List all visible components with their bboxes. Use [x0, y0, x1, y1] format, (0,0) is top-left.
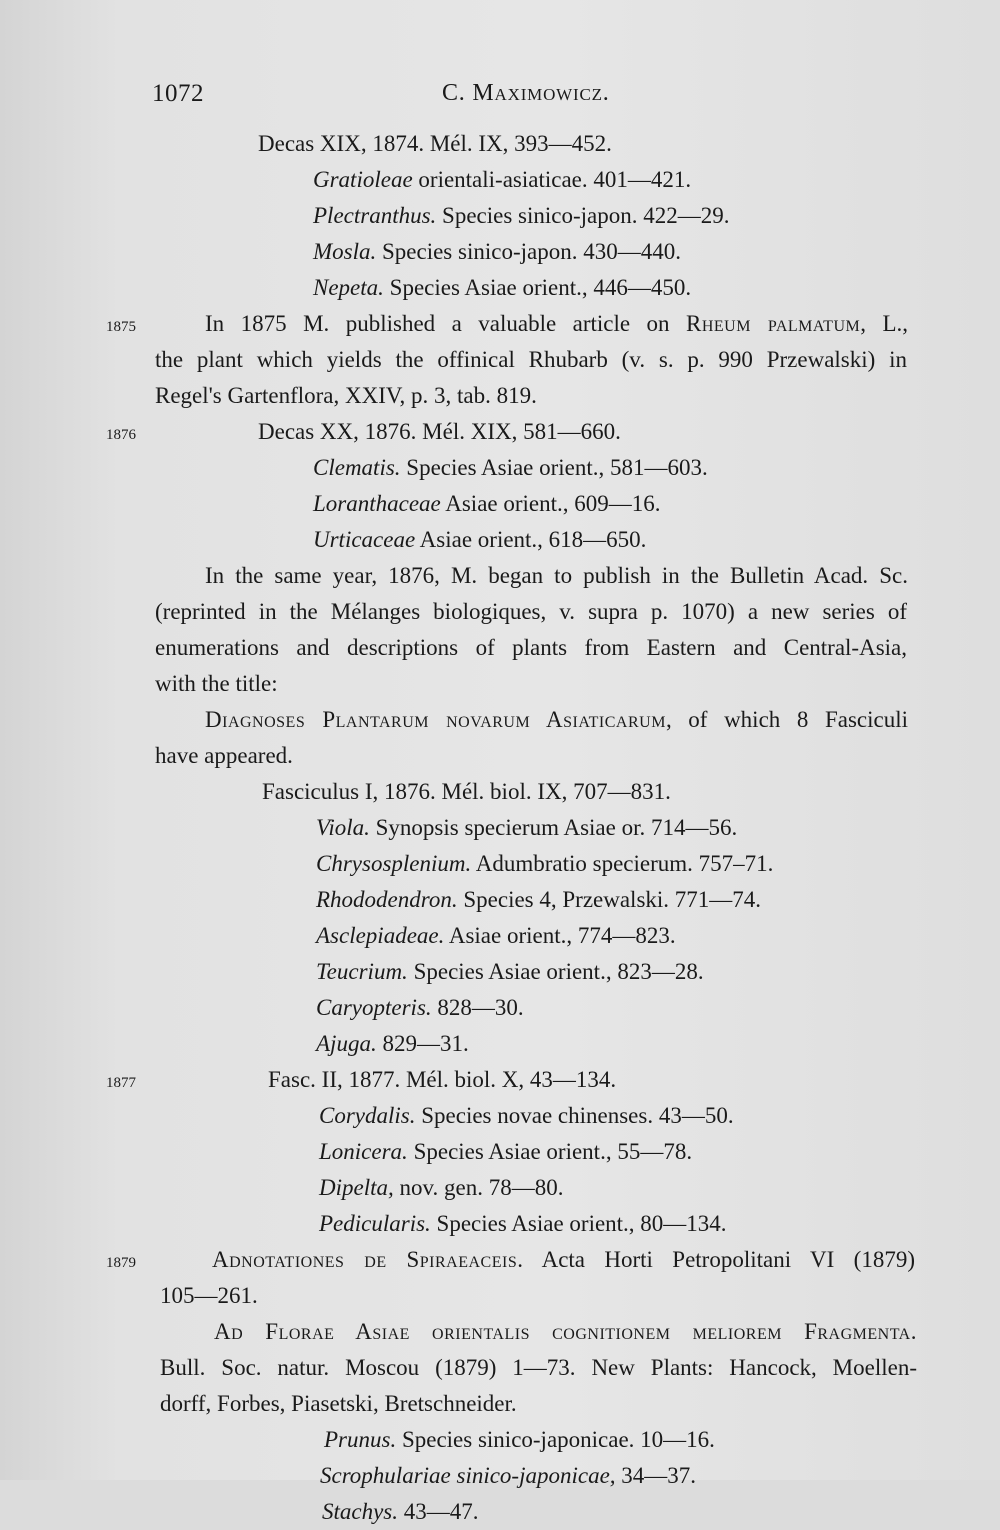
- margin-year: 1879: [106, 1255, 136, 1271]
- text-line: [0, 198, 1000, 234]
- text-line: [0, 558, 1000, 594]
- page-body: [0, 126, 1000, 1530]
- fasciculus-entry: Fasciculus I, 1876. Mél. biol. IX, 707—831.: [262, 779, 671, 804]
- taxon-name: Chrysosplenium.: [316, 851, 472, 876]
- subentry: [316, 810, 737, 846]
- text-line: [0, 270, 1000, 306]
- subentry-text: Species sinico-japon. 422—29.: [436, 203, 730, 228]
- fasciculus-entry: Fasc. II, 1877. Mél. biol. X, 43—134.: [268, 1067, 617, 1092]
- decas-xx-entry: Decas XX, 1876. Mél. XIX, 581—660.: [258, 419, 621, 444]
- text-line: [0, 738, 1000, 774]
- taxon-name: Corydalis.: [319, 1103, 416, 1128]
- subentry: [319, 1170, 563, 1206]
- subentry: [316, 846, 773, 882]
- paragraph-line: [205, 306, 908, 342]
- subentry: [316, 918, 676, 954]
- taxon-name: Stachys.: [322, 1499, 399, 1524]
- paragraph-text: In 1875 M. published a valuable article on: [205, 311, 686, 336]
- text-line: [0, 882, 1000, 918]
- taxon-name: Ajuga.: [316, 1031, 377, 1056]
- subentry-text: Asiae orient., 618—650.: [415, 527, 647, 552]
- text-line: [0, 954, 1000, 990]
- subentry: [313, 450, 708, 486]
- subentry-text: Asiae orient., 774—823.: [444, 923, 676, 948]
- taxon-name: Pedicularis.: [319, 1211, 431, 1236]
- text-line: [0, 594, 1000, 630]
- page-header: [152, 80, 912, 114]
- paragraph-line: the plant which yields the offinical Rhubarb (v. s. p. 990 Przewalski) in: [155, 347, 907, 372]
- subentry: [319, 1134, 692, 1170]
- taxon-name: Clematis.: [313, 455, 401, 480]
- subentry: [319, 1206, 727, 1242]
- subentry-text: Asiae orient., 609—16.: [440, 491, 661, 516]
- taxon-name: Dipelta,: [319, 1175, 394, 1200]
- paragraph-line: In the same year, 1876, M. began to publish in the Bulletin Acad. Sc.: [205, 563, 908, 588]
- taxon-name: Caryopteris.: [316, 995, 432, 1020]
- subentry-text: Species Asiae orient., 823—28.: [407, 959, 704, 984]
- subentry-text: 829—31.: [376, 1031, 469, 1056]
- small-caps-title: Ad Florae Asiae orientalis cognitionem meliorem Fragmenta.: [214, 1319, 917, 1344]
- subentry-text: nov. gen. 78—80.: [393, 1175, 564, 1200]
- subentry: [313, 162, 691, 198]
- text-line: [0, 846, 1000, 882]
- paragraph-line: have appeared.: [155, 743, 293, 768]
- text-line: [0, 774, 1000, 810]
- paragraph-line: Bull. Soc. natur. Moscou (1879) 1—73. New Plants: Hancock, Moellen-: [160, 1355, 917, 1380]
- taxon-name: Asclepiadeae.: [316, 923, 445, 948]
- paragraph-text: Acta Horti Petropolitani VI (1879): [523, 1247, 915, 1272]
- paragraph-line: enumerations and descriptions of plants from Eastern and Central-Asia,: [155, 635, 907, 660]
- subentry: [319, 1098, 734, 1134]
- text-line: [0, 1458, 1000, 1494]
- subentry: [324, 1422, 715, 1458]
- subentry-text: Species Asiae orient., 80—134.: [430, 1211, 727, 1236]
- taxon-name: Urticaceae: [313, 527, 416, 552]
- text-line: [0, 918, 1000, 954]
- text-line: [0, 342, 1000, 378]
- text-line: [0, 1386, 1000, 1422]
- subentry-text: Species sinico-japon. 430—440.: [376, 239, 681, 264]
- subentry-text: Species sinico-japonicae. 10—16.: [396, 1427, 715, 1452]
- decas-xix-entry: Decas XIX, 1874. Mél. IX, 393—452.: [258, 131, 612, 156]
- text-line: [0, 1170, 1000, 1206]
- subentry-text: orientali-asiaticae. 401—421.: [412, 167, 692, 192]
- paragraph-line: [205, 702, 908, 738]
- taxon-name: Gratioleae: [313, 167, 413, 192]
- margin-year: 1875: [106, 319, 136, 335]
- taxon-name: Lonicera.: [319, 1139, 408, 1164]
- subentry-text: Species Asiae orient., 55—78.: [407, 1139, 693, 1164]
- taxon-name: Teucrium.: [316, 959, 408, 984]
- text-line: [0, 1134, 1000, 1170]
- text-line: [0, 234, 1000, 270]
- text-line: [0, 1350, 1000, 1386]
- subentry-text: 43—47.: [398, 1499, 479, 1524]
- text-line: [0, 1206, 1000, 1242]
- subentry: [313, 522, 646, 558]
- small-caps-title: Adnotationes de Spiraeaceis.: [212, 1247, 524, 1272]
- text-line: [0, 1026, 1000, 1062]
- small-caps-title: Rheum palmatum: [686, 311, 861, 336]
- subentry-text: Synopsis specierum Asiae or. 714—56.: [369, 815, 738, 840]
- subentry: [313, 198, 730, 234]
- subentry-text: 34—37.: [615, 1463, 697, 1488]
- text-line: [0, 666, 1000, 702]
- subentry: [316, 954, 704, 990]
- subentry: [313, 234, 681, 270]
- text-line: [0, 1494, 1000, 1530]
- subentry: [313, 270, 691, 306]
- margin-year: 1876: [106, 427, 136, 443]
- text-line: [0, 378, 1000, 414]
- text-line: [0, 306, 1000, 342]
- paragraph-line: (reprinted in the Mélanges biologiques, v. supra p. 1070) a new series of: [155, 599, 907, 624]
- subentry: [322, 1494, 479, 1530]
- text-line: [0, 1314, 1000, 1350]
- text-line: [0, 630, 1000, 666]
- margin-year: 1877: [106, 1075, 136, 1091]
- text-line: [0, 414, 1000, 450]
- subentry-text: Species Asiae orient., 581—603.: [400, 455, 708, 480]
- subentry: [316, 882, 761, 918]
- text-line: [0, 810, 1000, 846]
- subentry-text: 828—30.: [431, 995, 524, 1020]
- paragraph-text: , L.,: [860, 311, 908, 336]
- text-line: [0, 1098, 1000, 1134]
- text-line: [0, 1242, 1000, 1278]
- text-line: [0, 126, 1000, 162]
- text-line: [0, 522, 1000, 558]
- text-line: [0, 486, 1000, 522]
- small-caps-title: Diagnoses Plantarum novarum Asiaticarum: [205, 707, 666, 732]
- subentry: [313, 486, 661, 522]
- subentry: [316, 1026, 469, 1062]
- text-line: [0, 1062, 1000, 1098]
- paragraph-line: with the title:: [155, 671, 278, 696]
- taxon-name: Rhododendron.: [316, 887, 458, 912]
- taxon-name: Plectranthus.: [313, 203, 437, 228]
- taxon-name: Viola.: [316, 815, 370, 840]
- subentry: [316, 990, 524, 1026]
- text-line: [0, 450, 1000, 486]
- text-line: [0, 162, 1000, 198]
- paragraph-line: dorff, Forbes, Piasetski, Bretschneider.: [160, 1391, 517, 1416]
- text-line: [0, 1422, 1000, 1458]
- text-line: [0, 702, 1000, 738]
- taxon-name: Prunus.: [324, 1427, 397, 1452]
- paragraph-text: , of which 8 Fasciculi: [665, 707, 908, 732]
- taxon-name: Mosla.: [313, 239, 377, 264]
- page-number: 1072: [152, 80, 204, 107]
- running-title: C. Maximowicz.: [442, 80, 610, 106]
- subentry-text: Species novae chinenses. 43—50.: [415, 1103, 734, 1128]
- paragraph-line: [212, 1242, 915, 1278]
- subentry-text: Species Asiae orient., 446—450.: [383, 275, 692, 300]
- paragraph-line: 105—261.: [160, 1283, 258, 1308]
- taxon-name: Scrophulariae sinico-japonicae,: [320, 1463, 616, 1488]
- taxon-name: Loranthaceae: [313, 491, 441, 516]
- subentry: [320, 1458, 696, 1494]
- subentry-text: Species 4, Przewalski. 771—74.: [457, 887, 762, 912]
- text-line: [0, 990, 1000, 1026]
- subentry-text: Adumbratio specierum. 757–71.: [471, 851, 774, 876]
- text-line: [0, 1278, 1000, 1314]
- paragraph-line: Regel's Gartenflora, XXIV, p. 3, tab. 819.: [155, 383, 537, 408]
- taxon-name: Nepeta.: [313, 275, 384, 300]
